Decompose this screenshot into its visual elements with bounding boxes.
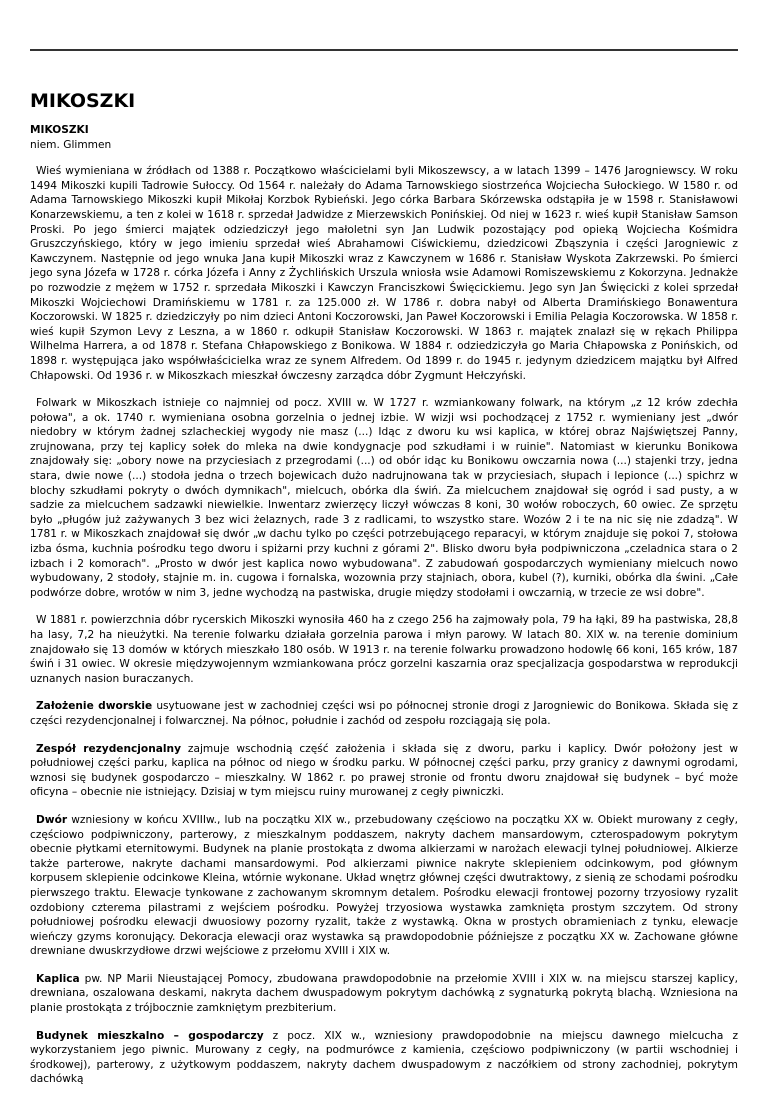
document-body [30,123,738,1100]
paragraph-lead: Zespół rezydencjonalny [36,742,181,755]
paragraph-folwark: Folwark w Mikoszkach istnieje co najmniej od pocz. XVIII w. W 1727 r. wzmiankowany folwark, na którym „z 12 krów zdechła połowa", a ok. 1740 r. wymieniana osobna gorzelnia o jednej izbie. W wizji wsi pochodzącej z 1752 r. wymieniany jest „dwór niedobry w którym żadnej szlacheckiej wygody nie masz (...) Idąc z dworu ku wsi kaplica, w której obraz Najświętszej Panny, zrujnowana, przy tej kaplicy sołek do mleka na dwie kondygnacje pod szkudłami i w ruinie". Natomiast w kierunku Bonikowa znajdowały się: „obory nowe na przyciesiach z przegrodami (...) od obór idąc ku Bonikowu owczarnia nowa (...) stajenki trzy, jedna stara, dwie nowe (...) stodoła jedna o trzech bojewicach dużo nadrujnowana tak w przyciesiach, słupach i lepionce (...) spichrz w blochy szkudłami pokryty o dwóch dymnikach", mielcuch, obórka dla świń. Za mielcuchem znajdował się ogród i sad pusty, a w sadzie za mielcuchem sadzawki niewielkie. Inwentarz zwierzęcy liczył wówczas 8 koni, 30 wołów roboczych, 60 owiec. Ze sprzętu było „pługów już zażywanych 3 bez wici żelaznych, rade 3 z radlicami, to wszystko stare. Wozów 2 i te na nic się nie zdadzą". W 1781 r. w Mikoszkach znajdował się dwór „w dachu tylko po części potrzebującego reparacyi, w którym znajduje się pokoi 7, stołowa izba ósma, kuchnia pośrodku tego dworu i spiżarni przy kuchni z górami 2". Blisko dworu była podpiwniczona „czeladnica stara o 2 izbach i 2 komorach". „Prosto w dwór jest kaplica nowo wybudowana". Z zabudowań gospodarczych wymieniany mielcuch nowo wybudowany, 2 stodoły, stajnie m. in. cugowa i fornalska, wozownia przy stajniach, obora, kubel (?), kurniki, obórka dla świni. „Całe podwórze dobre, wrotów w nim 3, jedne wychodzą na pastwiska, drugie między stodołami i owczarnią, w trzecie ze wsi dobre". [30,397,738,599]
paragraph-lead: Budynek mieszkalno – gospodarczy [36,1029,264,1042]
paragraph-history: Wieś wymieniana w źródłach od 1388 r. Początkowo właścicielami byli Mikoszewscy, a w latach 1399 – 1476 Jarogniewscy. W roku 1494 Mikoszki kupili Tadrowie Sułoccy. Od 1564 r. należały do Adama Tarnowskiego siostrzeńca Wojciecha Sułockiego. W 1580 r. od Adama Tarnowskiego Mikoszki kupił Mikołaj Korzbok Rybieński. Jego córka Barbara Skórzewska odstąpiła je w 1598 r. Stanisławowi Konarzewskiemu, a ten z kolei w 1618 r. sprzedał Jadwidze z Mierzewskich Ponińskiej. Od niej w 1623 r. wieś kupił Stanisław Samson Proski. Po jego śmierci majątek odziedziczył jego małoletni syn Jan Ludwik pozostający pod opieką Wojciecha Kośmidra Gruszczyńskiego, który w jego imieniu sprzedał wieś Abrahamowi Ciświckiemu, dziedzicowi Zbąszynia i części Jarogniewic z Kawczynem. Następnie od jego wnuka Jana kupił Mikoszki wraz z Kawczynem w 1686 r. Stanisław Wyskota Zakrzewski. Po śmierci jego syna Józefa w 1728 r. córka Józefa i Anny z Żychlińskich Urszula wniosła wsie Adamowi Romiszewskiemu z Kokorzyna. Jednakże po rozwodzie z mężem w 1752 r. sprzedała Mikoszki i Kawczyn Franciszkowi Święcickiemu. Jego syn Jan Święcicki z kolei sprzedał Mikoszki Wojciechowi Dramińskiemu w 1781 r. za 125.000 zł. W 1786 r. dobra nabył od Alberta Dramińskiego Bonawentura Koczorowski. W 1825 r. dziedziczyły po nim dzieci Antoni Koczorowski, Jan Paweł Koczorowski i Emilia Pelagia Koczorowska. W 1858 r. wieś kupił Szymon Levy z Leszna, a w 1860 r. odkupił Stanisław Koczorowski. W 1863 r. majątek znalazł się w rękach Philippa Wilhelma Harrera, a od 1878 r. Stefana Chłapowskiego z Bonikowa. W 1884 r. odziedziczyła go Maria Chłapowska z Ponińskich, od 1898 r. występująca jako współwłaścicielka wraz ze synem Alfredem. Od 1899 r. do 1945 r. jedynym dziedzicem majątku był Alfred Chłapowski. Od 1936 r. w Mikoszkach mieszkał ówczesny zarządca dóbr Zygmunt Hełczyński. [30,165,738,382]
paragraph-statistics: W 1881 r. powierzchnia dóbr rycerskich Mikoszki wynosiła 460 ha z czego 256 ha zajmowały pola, 79 ha łąki, 89 ha pastwiska, 28,8 ha lasy, 7,2 ha nieużytki. Na terenie folwarku działała gorzelnia parowa i młyn parowy. W latach 80. XIX w. na terenie dominium znajdowało się 13 domów w których mieszkało 180 osób. W 1913 r. na terenie folwarku prowadzono hodowlę 66 koni, 165 krów, 187 świń i 31 owiec. W okresie międzywojennym wzmiankowana prócz gorzelni kaszarnia oraz specjalizacja gospodarstwa w reprodukcji uznanych nasion buraczanych. [30,614,738,685]
paragraph-kaplica: Kaplica pw. NP Marii Nieustającej Pomocy, zbudowana prawdopodobnie na przełomie XVIII i XIX w. na miejscu starszej kaplicy, drewniana, oszalowana deskami, nakryta dachem dwuspadowym pokrytym dachówką z sygnaturką pokrytą blachą. Wzniesiona na planie prostokąta z trójbocznie zamkniętym prezbiterium. [30,972,738,1015]
paragraph-lead: Założenie dworskie [36,700,153,713]
page-title: MIKOSZKI [30,90,136,112]
german-name: niem. Glimmen [30,138,112,151]
entry-heading: MIKOSZKI [30,124,89,136]
paragraph-zespol: Zespół rezydencjonalny zajmuje wschodnią część założenia i składa się z dworu, parku i kaplicy. Dwór położony jest w południowej części parku, kaplica na północ od niego w środku parku. W północnej części parku, przy granicy z dawnymi ogrodami, wznosi się budynek gospodarczo – mieszkalny. W 1862 r. po prawej stronie od frontu dworu znajdował się budynek – być może oficyna – obecnie nie istniejący. Dzisiaj w tym miejscu ruiny murowanej z cegły piwniczki. [30,742,738,799]
paragraph-lead: Dwór [36,813,68,826]
paragraph-lead: Kaplica [36,972,80,985]
paragraph-zalozenie: Założenie dworskie usytuowane jest w zachodniej części wsi po północnej stronie drogi z Jarogniewic do Bonikowa. Składa się z części rezydencjonalnej i folwarcznej. Na północ, południe i zachód od zespołu rozciągają się pola. [30,700,738,727]
paragraph-dwor: Dwór wzniesiony w końcu XVIIIw., lub na początku XIX w., przebudowany częściowo na początku XX w. Obiekt murowany z cegły, częściowo podpiwniczony, parterowy, z mieszkalnym poddaszem, nakryty dachem mansardowym, czterospadowym pokrytym obecnie płytkami eternitowymi. Budynek na planie prostokąta z dwoma alkierzami w narożach elewacji tylnej południowej. Alkierze także parterowe, nakryte dachami mansardowymi. Pod alkierzami piwnice nakryte sklepieniem odcinkowym, pod głównym korpusem sklepienie odcinkowe Kleina, wtórnie wykonane. Układ wnętrz głównej części dwutraktowy, z sienią ze schodami pośrodku pierwszego traktu. Elewacje tynkowane z zachowanym skromnym detalem. Pośrodku elewacji frontowej pozorny trzyosiowy ryzalit ozdobiony czterema pilastrami z wejściem pośrodku. Powyżej trzyosiowa wystawka zamknięta prostym szczytem. Od strony południowej pośrodku elewacji dwuosiowy pozorny ryzalit, także z wystawką. Okna w prostych obramieniach z tynku, elewacje wieńczy gzyms koronujący. Dekoracja elewacji oraz wystawka są prawdopodobnie późniejsze z początku XX w. Zachowane główne drewniane dwuskrzydłowe drzwi wejściowe z przełomu XVIII i XIX w. [30,813,738,958]
top-rule [30,49,738,51]
paragraph-budynek: Budynek mieszkalno – gospodarczy z pocz. XIX w., wzniesiony prawdopodobnie na miejscu dawnego mielcucha z wykorzystaniem jego piwnic. Murowany z cegły, na podmurówce z kamienia, częściowo podpiwniczony (w partii wschodniej i środkowej), parterowy, z użytkowym poddaszem, nakryty dachem dwuspadowym z naczółkiem od strony zachodniej, pokrytym dachówką [30,1029,739,1086]
